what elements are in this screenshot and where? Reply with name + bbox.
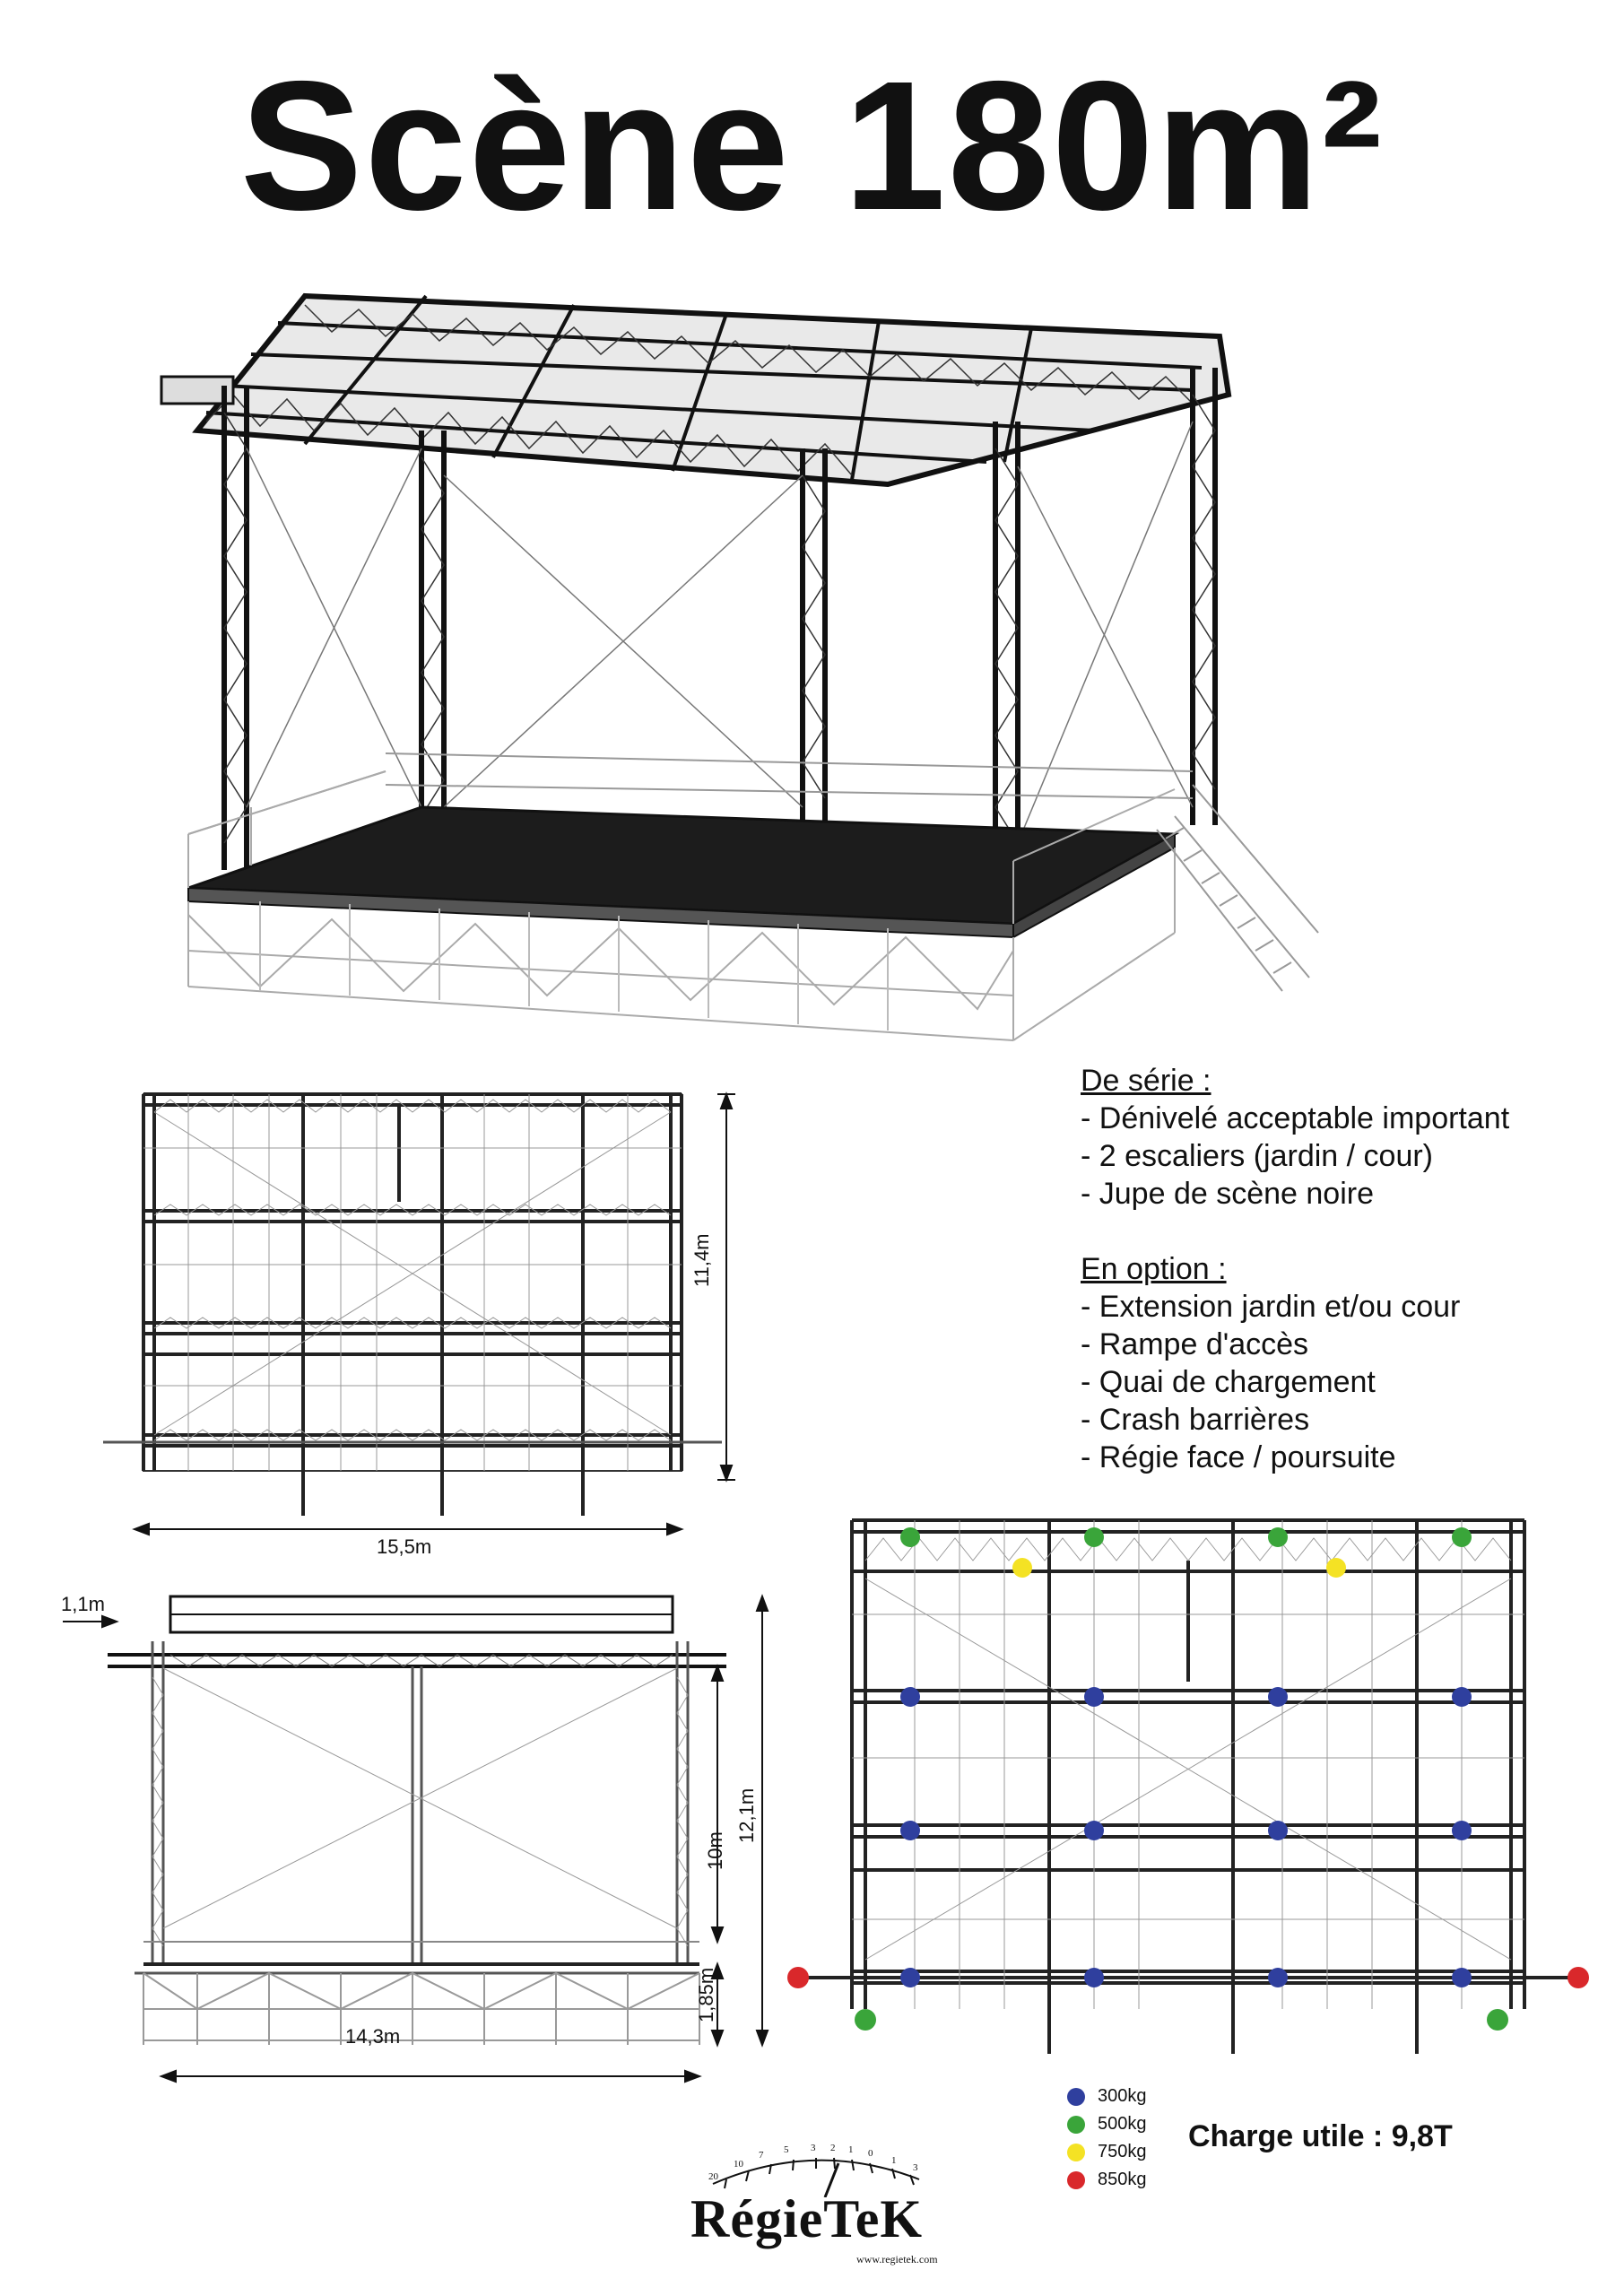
side-overhang-label: 1,1m — [61, 1593, 105, 1615]
option-item: - Crash barrières — [1081, 1403, 1310, 1437]
side-deck-height-label: 1,85m — [695, 1967, 717, 2022]
standard-item: - 2 escaliers (jardin / cour) — [1081, 1139, 1434, 1173]
legend-item — [1067, 2138, 1147, 2166]
logo-scale-tick: 7 — [759, 2150, 764, 2161]
logo-url: www.regietek.com — [856, 2253, 938, 2266]
standard-item: - Dénivelé acceptable important — [1081, 1101, 1510, 1135]
stage-3d-render — [152, 269, 1336, 1049]
logo-scale-tick: 20 — [708, 2171, 718, 2182]
load-points-plan — [780, 1507, 1605, 2063]
logo-gauge-icon — [699, 2117, 933, 2197]
legend-label: 850kg — [1098, 2170, 1147, 2189]
features-panel — [1081, 1062, 1509, 1476]
legend-item — [1067, 2166, 1147, 2194]
legend-item — [1067, 2110, 1147, 2138]
legend-label: 750kg — [1098, 2142, 1147, 2161]
standard-item: - Jupe de scène noire — [1081, 1177, 1374, 1211]
load-legend — [1067, 2083, 1147, 2194]
legend-dot — [1067, 2088, 1085, 2106]
legend-dot — [1067, 2144, 1085, 2161]
legend-label: 500kg — [1098, 2114, 1147, 2134]
options-heading: En option : — [1081, 1252, 1227, 1286]
logo-wordmark: RégieTeK — [690, 2189, 924, 2248]
side-total-height-label: 12,1m — [735, 1787, 758, 1843]
side-view-elevation — [54, 1587, 789, 2090]
logo-scale-tick: 1 — [848, 2144, 854, 2155]
standard-heading: De série : — [1081, 1064, 1211, 1098]
legend-dot — [1067, 2116, 1085, 2134]
side-width-label: 14,3m — [345, 2025, 401, 2048]
top-width-label: 15,5m — [377, 1535, 432, 1558]
page-title: Scène 180m² — [239, 43, 1385, 248]
option-item: - Rampe d'accès — [1081, 1327, 1309, 1361]
logo-scale-tick: 0 — [868, 2148, 873, 2159]
option-item: - Régie face / poursuite — [1081, 1440, 1396, 1474]
legend-item — [1067, 2083, 1147, 2110]
logo-scale-tick: 10 — [734, 2159, 743, 2170]
legend-dot — [1067, 2171, 1085, 2189]
logo-scale-tick: 2 — [830, 2143, 836, 2153]
option-item: - Quai de chargement — [1081, 1365, 1376, 1399]
logo-scale-tick: 3 — [913, 2162, 918, 2173]
option-item: - Extension jardin et/ou cour — [1081, 1290, 1461, 1324]
top-view-plan — [99, 1076, 762, 1561]
logo-scale-tick: 5 — [784, 2144, 789, 2155]
top-depth-label: 11,4m — [690, 1233, 713, 1287]
payload-capacity: Charge utile : 9,8T — [1188, 2119, 1453, 2153]
legend-label: 300kg — [1098, 2086, 1147, 2106]
logo-scale-tick: 3 — [811, 2143, 816, 2153]
logo-scale-tick: 1 — [891, 2155, 897, 2166]
side-clear-height-label: 10m — [704, 1831, 726, 1870]
